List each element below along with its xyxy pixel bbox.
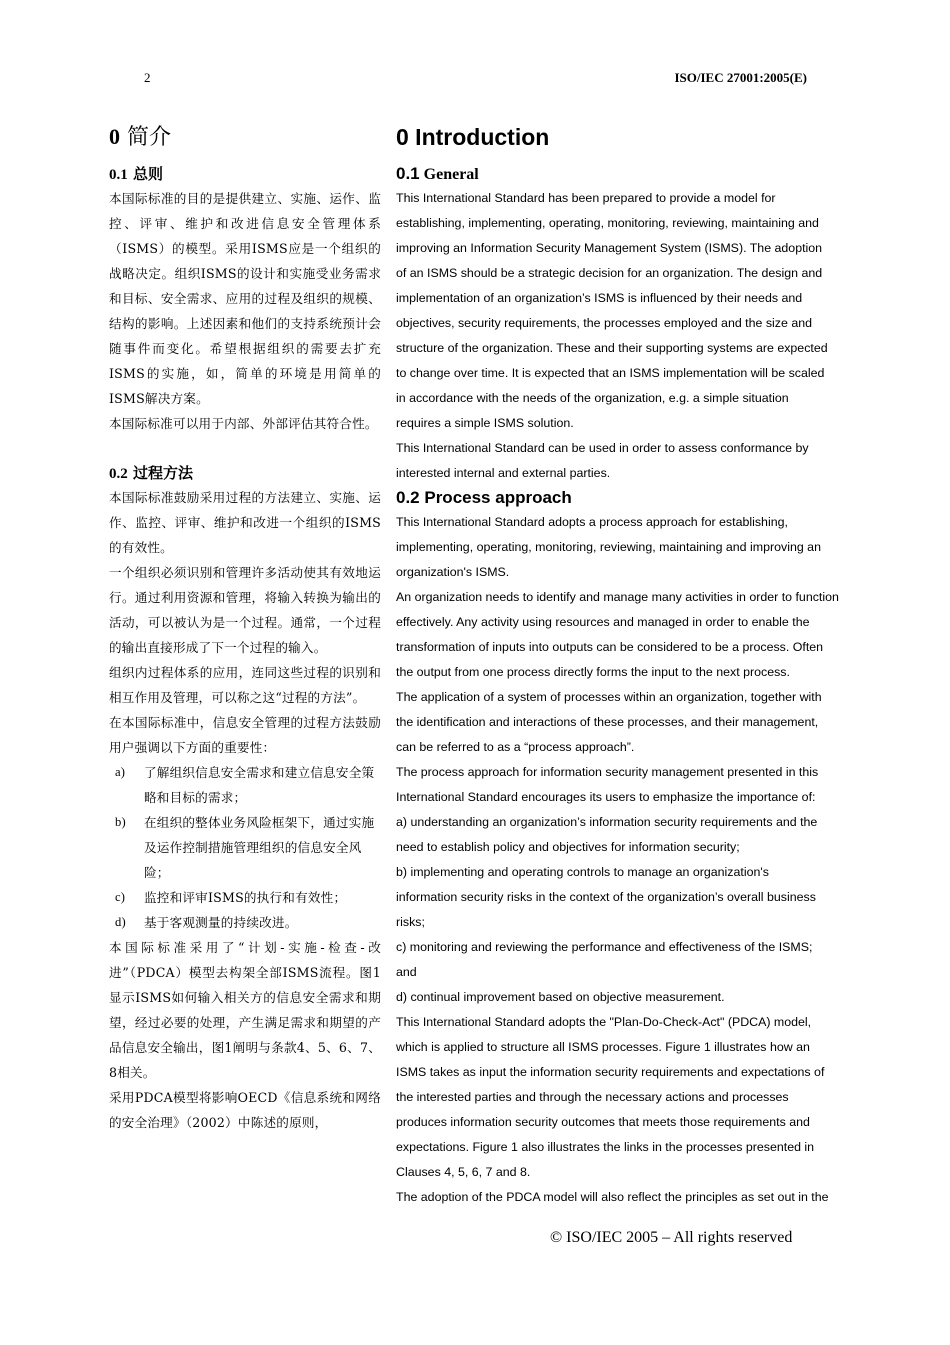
- en-line: structure of the organization. These and their supporting systems are expected: [396, 341, 828, 355]
- en-section-heading-introduction: 0 Introduction: [396, 124, 550, 150]
- en-line: This International Standard can be used in order to assess conformance by: [396, 441, 809, 455]
- list-marker: c): [115, 890, 126, 904]
- en-line: organization's ISMS.: [396, 565, 510, 579]
- en-line: This International Standard adopts the "Plan-Do-Check-Act" (PDCA) model,: [396, 1015, 812, 1029]
- en-line: The adoption of the PDCA model will also reflect the principles as set out in the: [396, 1190, 829, 1204]
- zh-section-heading-process-approach: [109, 461, 381, 485]
- en-section-heading-process-approach: 0.2 Process approach: [396, 488, 572, 507]
- zh-heading-number: 0.1: [109, 167, 128, 183]
- en-line: need to establish policy and objectives for information security;: [396, 840, 740, 854]
- en-heading-number: 0.1: [396, 164, 420, 183]
- standard-id: ISO/IEC 27001:2005(E): [674, 70, 807, 85]
- en-line: b) implementing and operating controls to manage an organization's: [396, 865, 769, 879]
- zh-paragraph: 在本国际标准中，信息安全管理的过程方法鼓励用户强调以下方面的重要性：: [109, 715, 381, 755]
- list-marker: a): [115, 765, 126, 779]
- en-line: implementing, operating, monitoring, reviewing, maintaining and improving an: [396, 540, 821, 554]
- list-marker: d): [115, 915, 126, 929]
- en-line: The application of a system of processes within an organization, together with: [396, 690, 822, 704]
- zh-paragraph: 一个组织必须识别和管理许多活动使其有效地运行。通过利用资源和管理，将输入转换为输出的活动，可以被认为是一个过程。通常，一个过程的输出直接形成了下一个过程的输入。: [109, 565, 381, 655]
- en-line: a) understanding an organization’s information security requirements and the: [396, 815, 818, 829]
- en-line: transformation of inputs into outputs can be considered to be a process. Often: [396, 640, 824, 654]
- en-line: risks;: [396, 915, 425, 929]
- zh-paragraph: 本国际标准采用了“计划-实施-检查-改进”（PDCA）模型去构架全部ISMS流程。图1显示ISMS如何输入相关方的信息安全需求和期望，经过必要的处理，产生满足需求和期望的产品信息安全输出，图1阐明与条款4、5、6、7、8相关。: [109, 940, 381, 1080]
- zh-section-heading-general: [109, 162, 381, 186]
- en-line: expectations. Figure 1 also illustrates the links in the processes presented in: [396, 1140, 815, 1154]
- list-item-text: 监控和评审ISMS的执行和有效性；: [144, 890, 347, 905]
- zh-heading-number: 0: [109, 124, 120, 149]
- en-section-heading-general: [396, 162, 866, 186]
- en-line: An organization needs to identify and manage many activities in order to function: [396, 590, 839, 604]
- en-line: establishing, implementing, operating, monitoring, reviewing, maintaining and: [396, 216, 819, 230]
- list-marker: b): [115, 815, 126, 829]
- zh-paragraph: 本国际标准鼓励采用过程的方法建立、实施、运作、监控、评审、维护和改进一个组织的ISMS的有效性。: [109, 490, 381, 555]
- en-line: requires a simple ISMS solution.: [396, 416, 574, 430]
- list-item-text: 基于客观测量的持续改进。: [144, 915, 298, 930]
- list-item: [109, 760, 381, 810]
- en-line: in accordance with the needs of the organization, e.g. a simple situation: [396, 391, 789, 405]
- zh-paragraph: 本国际标准可以用于内部、外部评估其符合性。: [109, 416, 378, 431]
- en-heading-text: General: [419, 166, 479, 183]
- zh-heading-text: 简介: [120, 125, 171, 150]
- en-line: objectives, security requirements, the processes employed and the size and: [396, 316, 812, 330]
- en-line: implementation of an organization’s ISMS is influenced by their needs and: [396, 291, 803, 305]
- page-number: 2: [144, 70, 151, 85]
- en-line: information security risks in the context of the organization’s overall business: [396, 890, 816, 904]
- zh-heading-text: 过程方法: [127, 464, 193, 482]
- en-line: The process approach for information security management presented in this: [396, 765, 819, 779]
- copyright-notice: © ISO/IEC 2005 – All rights reserved: [550, 1229, 793, 1246]
- en-line: This International Standard has been prepared to provide a model for: [396, 191, 776, 205]
- en-line: can be referred to as a “process approach”.: [396, 740, 635, 754]
- zh-paragraph: 组织内过程体系的应用，连同这些过程的识别和相互作用及管理，可以称之这“过程的方法”。: [109, 665, 381, 705]
- en-line: to change over time. It is expected that an ISMS implementation will be scaled: [396, 366, 825, 380]
- en-line: the output from one process directly forms the input to the next process.: [396, 665, 790, 679]
- en-line: and: [396, 965, 417, 979]
- english-column: [396, 122, 866, 1210]
- en-line: d) continual improvement based on objective measurement.: [396, 990, 725, 1004]
- zh-heading-text: 总则: [127, 165, 163, 183]
- zh-paragraph: 本国际标准的目的是提供建立、实施、运作、监控、评审、维护和改进信息安全管理体系（ISMS）的模型。采用ISMS应是一个组织的战略决定。组织ISMS的设计和实施受业务需求和目标、安全需求、应用的过程及组织的规模、结构的影响。上述因素和他们的支持系统预计会随事件而变化。希望根据组织的需要去扩充ISMS的实施，如，简单的环境是用简单的ISMS解决方案。: [109, 191, 381, 406]
- list-item: [109, 910, 381, 935]
- en-line: ISMS takes as input the information security requirements and expectations of: [396, 1065, 825, 1079]
- en-line: improving an Information Security Management System (ISMS). The adoption: [396, 241, 823, 255]
- en-line: effectively. Any activity using resources and managed in order to enable the: [396, 615, 810, 629]
- zh-section-heading-introduction: [109, 122, 381, 162]
- list-item-text: 了解组织信息安全需求和建立信息安全策略和目标的需求；: [144, 765, 375, 805]
- en-line: This International Standard adopts a process approach for establishing,: [396, 515, 788, 529]
- list-item: [109, 810, 381, 885]
- en-line: Clauses 4, 5, 6, 7 and 8.: [396, 1165, 531, 1179]
- zh-importance-list: [109, 760, 381, 935]
- zh-paragraph: 采用PDCA模型将影响OECD《信息系统和网络的安全治理》（2002）中陈述的原则，: [109, 1090, 381, 1130]
- en-line: produces information security outcomes that meets those requirements and: [396, 1115, 810, 1129]
- en-line: International Standard encourages its users to emphasize the importance of:: [396, 790, 816, 804]
- chinese-column: [109, 122, 381, 1135]
- list-item-text: 在组织的整体业务风险框架下，通过实施及运作控制措施管理组织的信息安全风险；: [144, 815, 375, 880]
- en-line: the identification and interactions of these processes, and their management,: [396, 715, 819, 729]
- list-item: [109, 885, 381, 910]
- en-line: the interested parties and through the necessary actions and processes: [396, 1090, 789, 1104]
- en-line: which is applied to structure all ISMS processes. Figure 1 illustrates how an: [396, 1040, 810, 1054]
- en-line: of an ISMS should be a strategic decision for an organization. The design and: [396, 266, 823, 280]
- en-line: c) monitoring and reviewing the performance and effectiveness of the ISMS;: [396, 940, 813, 954]
- en-line: interested internal and external parties.: [396, 466, 611, 480]
- zh-heading-number: 0.2: [109, 466, 128, 482]
